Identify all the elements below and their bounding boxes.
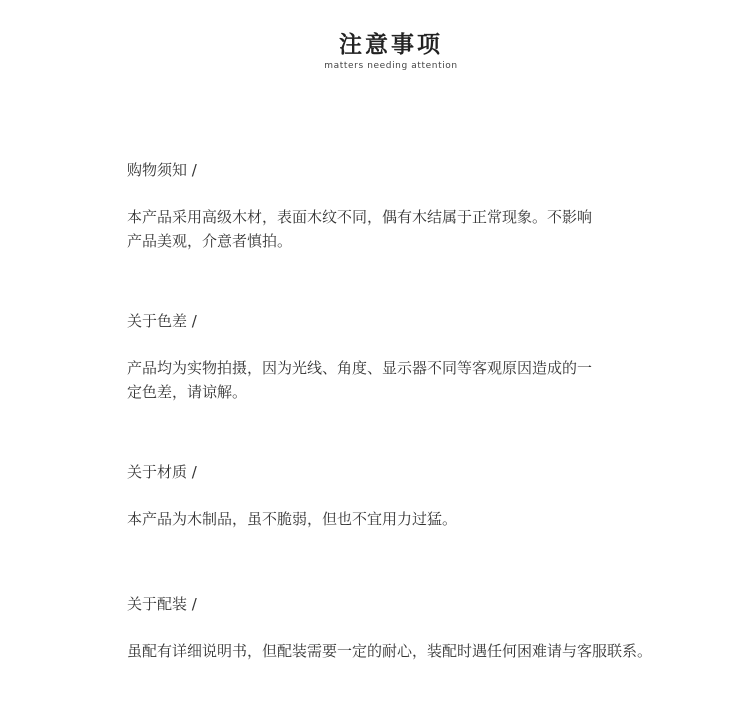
section-body bbox=[127, 205, 592, 253]
section-body-line: 本产品为木制品，虽不脆弱，但也不宜用力过猛。 bbox=[127, 510, 458, 528]
section-body bbox=[127, 507, 457, 531]
section-body-line: 本产品采用高级木材，表面木纹不同，偶有木结属于正常现象。不影响 bbox=[127, 208, 593, 226]
section-body-line: 虽配有详细说明书，但配装需要一定的耐心，装配时遇任何困难请与客服联系。 bbox=[127, 642, 653, 660]
page-subtitle: matters needing attention bbox=[324, 61, 458, 71]
section-body-line: 产品美观，介意者慎拍。 bbox=[127, 232, 293, 250]
section-heading: 关于材质 / bbox=[127, 463, 197, 481]
page-title: 注意事项 bbox=[339, 32, 443, 58]
section-body-line: 产品均为实物拍摄，因为光线、角度、显示器不同等客观原因造成的一 bbox=[127, 359, 593, 377]
section-heading: 关于配装 / bbox=[127, 595, 197, 613]
section-heading: 关于色差 / bbox=[127, 312, 197, 330]
section-body bbox=[127, 356, 592, 404]
section-body-line: 定色差，请谅解。 bbox=[127, 383, 248, 401]
section-heading: 购物须知 / bbox=[127, 161, 197, 179]
section-body bbox=[127, 639, 652, 663]
